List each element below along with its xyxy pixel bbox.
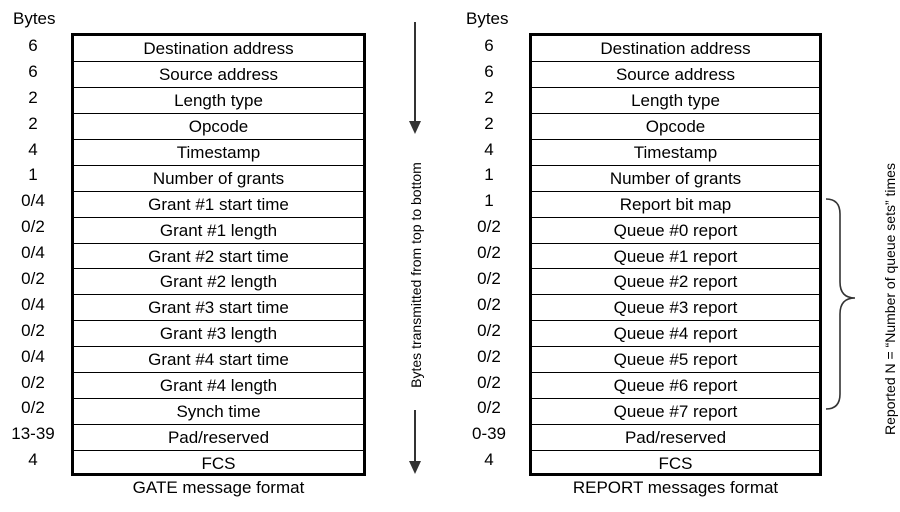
byte-count: 0/2	[477, 320, 501, 340]
byte-count: 4	[484, 450, 494, 470]
field-row: FCS	[658, 454, 693, 473]
byte-count: 0/4	[21, 243, 45, 263]
field-row: Queue #7 report	[532, 399, 819, 425]
field-row: Number of grants	[532, 166, 819, 192]
byte-count: 0/4	[21, 294, 45, 314]
field-row: Queue #6 report	[532, 373, 819, 399]
field-row: Grant #4 start time	[74, 347, 363, 373]
field-row: Report bit map	[532, 192, 819, 218]
field-row: Grant #1 length	[74, 218, 363, 244]
byte-count: 0/2	[477, 372, 501, 392]
field-row: Queue #0 report	[532, 218, 819, 244]
byte-count: 0/2	[477, 243, 501, 263]
field-row: Destination address	[532, 36, 819, 62]
field-row: Grant #4 length	[74, 373, 363, 399]
byte-count: 6	[484, 36, 494, 55]
byte-count: 6	[28, 61, 38, 81]
field-row: Opcode	[532, 114, 819, 140]
report-caption: REPORT messages format	[572, 478, 779, 497]
field-row: Pad/reserved	[74, 425, 363, 451]
byte-count: 0/2	[21, 320, 45, 340]
byte-count: 0/2	[21, 398, 45, 418]
field-row: Queue #1 report	[532, 244, 819, 270]
field-row: FCS	[201, 454, 236, 473]
byte-count: 1	[28, 165, 38, 185]
field-row: Queue #3 report	[532, 295, 819, 321]
byte-count: 1	[484, 165, 494, 185]
byte-count: 2	[484, 87, 494, 107]
field-row: Grant #3 start time	[74, 295, 363, 321]
byte-count: 0/2	[477, 398, 501, 418]
field-row: Source address	[74, 62, 363, 88]
queue-brace	[826, 199, 855, 409]
field-row: Source address	[532, 62, 819, 88]
byte-count: 2	[28, 113, 38, 133]
field-row: Destination address	[74, 36, 363, 62]
field-row: Queue #2 report	[532, 269, 819, 295]
gate-caption: GATE message format	[132, 478, 305, 497]
byte-count: 6	[28, 36, 38, 55]
field-row: Grant #1 start time	[74, 192, 363, 218]
byte-count: 0/2	[477, 346, 501, 366]
byte-count: 4	[28, 139, 38, 159]
gate-bytes-header: Bytes	[13, 9, 56, 28]
field-row: Synch time	[74, 399, 363, 425]
byte-count: 4	[484, 139, 494, 159]
byte-count: 1	[484, 191, 494, 211]
transmit-direction-note: Bytes transmitted from top to bottom	[408, 162, 424, 388]
transmit-arrow-bottom	[409, 410, 421, 474]
field-row: Timestamp	[532, 140, 819, 166]
byte-count: 0/4	[21, 191, 45, 211]
transmit-arrow-top	[409, 22, 421, 134]
byte-count: 0/2	[21, 269, 45, 289]
byte-count: 2	[484, 113, 494, 133]
byte-count: 4	[28, 450, 38, 470]
field-row: Grant #2 length	[74, 269, 363, 295]
byte-count: 0/2	[477, 294, 501, 314]
field-row: Queue #5 report	[532, 347, 819, 373]
byte-count: 13-39	[11, 424, 55, 444]
byte-count: 0/2	[21, 372, 45, 392]
field-row: Timestamp	[74, 140, 363, 166]
field-row: Length type	[532, 88, 819, 114]
byte-count: 0/2	[477, 217, 501, 237]
byte-count: 2	[28, 87, 38, 107]
field-row: Grant #3 length	[74, 321, 363, 347]
report-bytes-header: Bytes	[466, 9, 509, 28]
byte-count: 0/2	[21, 217, 45, 237]
queue-sets-note: Reported N = “Number of queue sets” times	[882, 163, 898, 435]
byte-count: 0-39	[471, 424, 507, 444]
byte-count: 0/4	[21, 346, 45, 366]
byte-count: 6	[484, 61, 494, 81]
field-row: Queue #4 report	[532, 321, 819, 347]
field-row: Opcode	[74, 114, 363, 140]
field-row: Grant #2 start time	[74, 244, 363, 270]
field-row: Length type	[74, 88, 363, 114]
field-row: Pad/reserved	[532, 425, 819, 451]
field-row: Number of grants	[74, 166, 363, 192]
byte-count: 0/2	[477, 269, 501, 289]
